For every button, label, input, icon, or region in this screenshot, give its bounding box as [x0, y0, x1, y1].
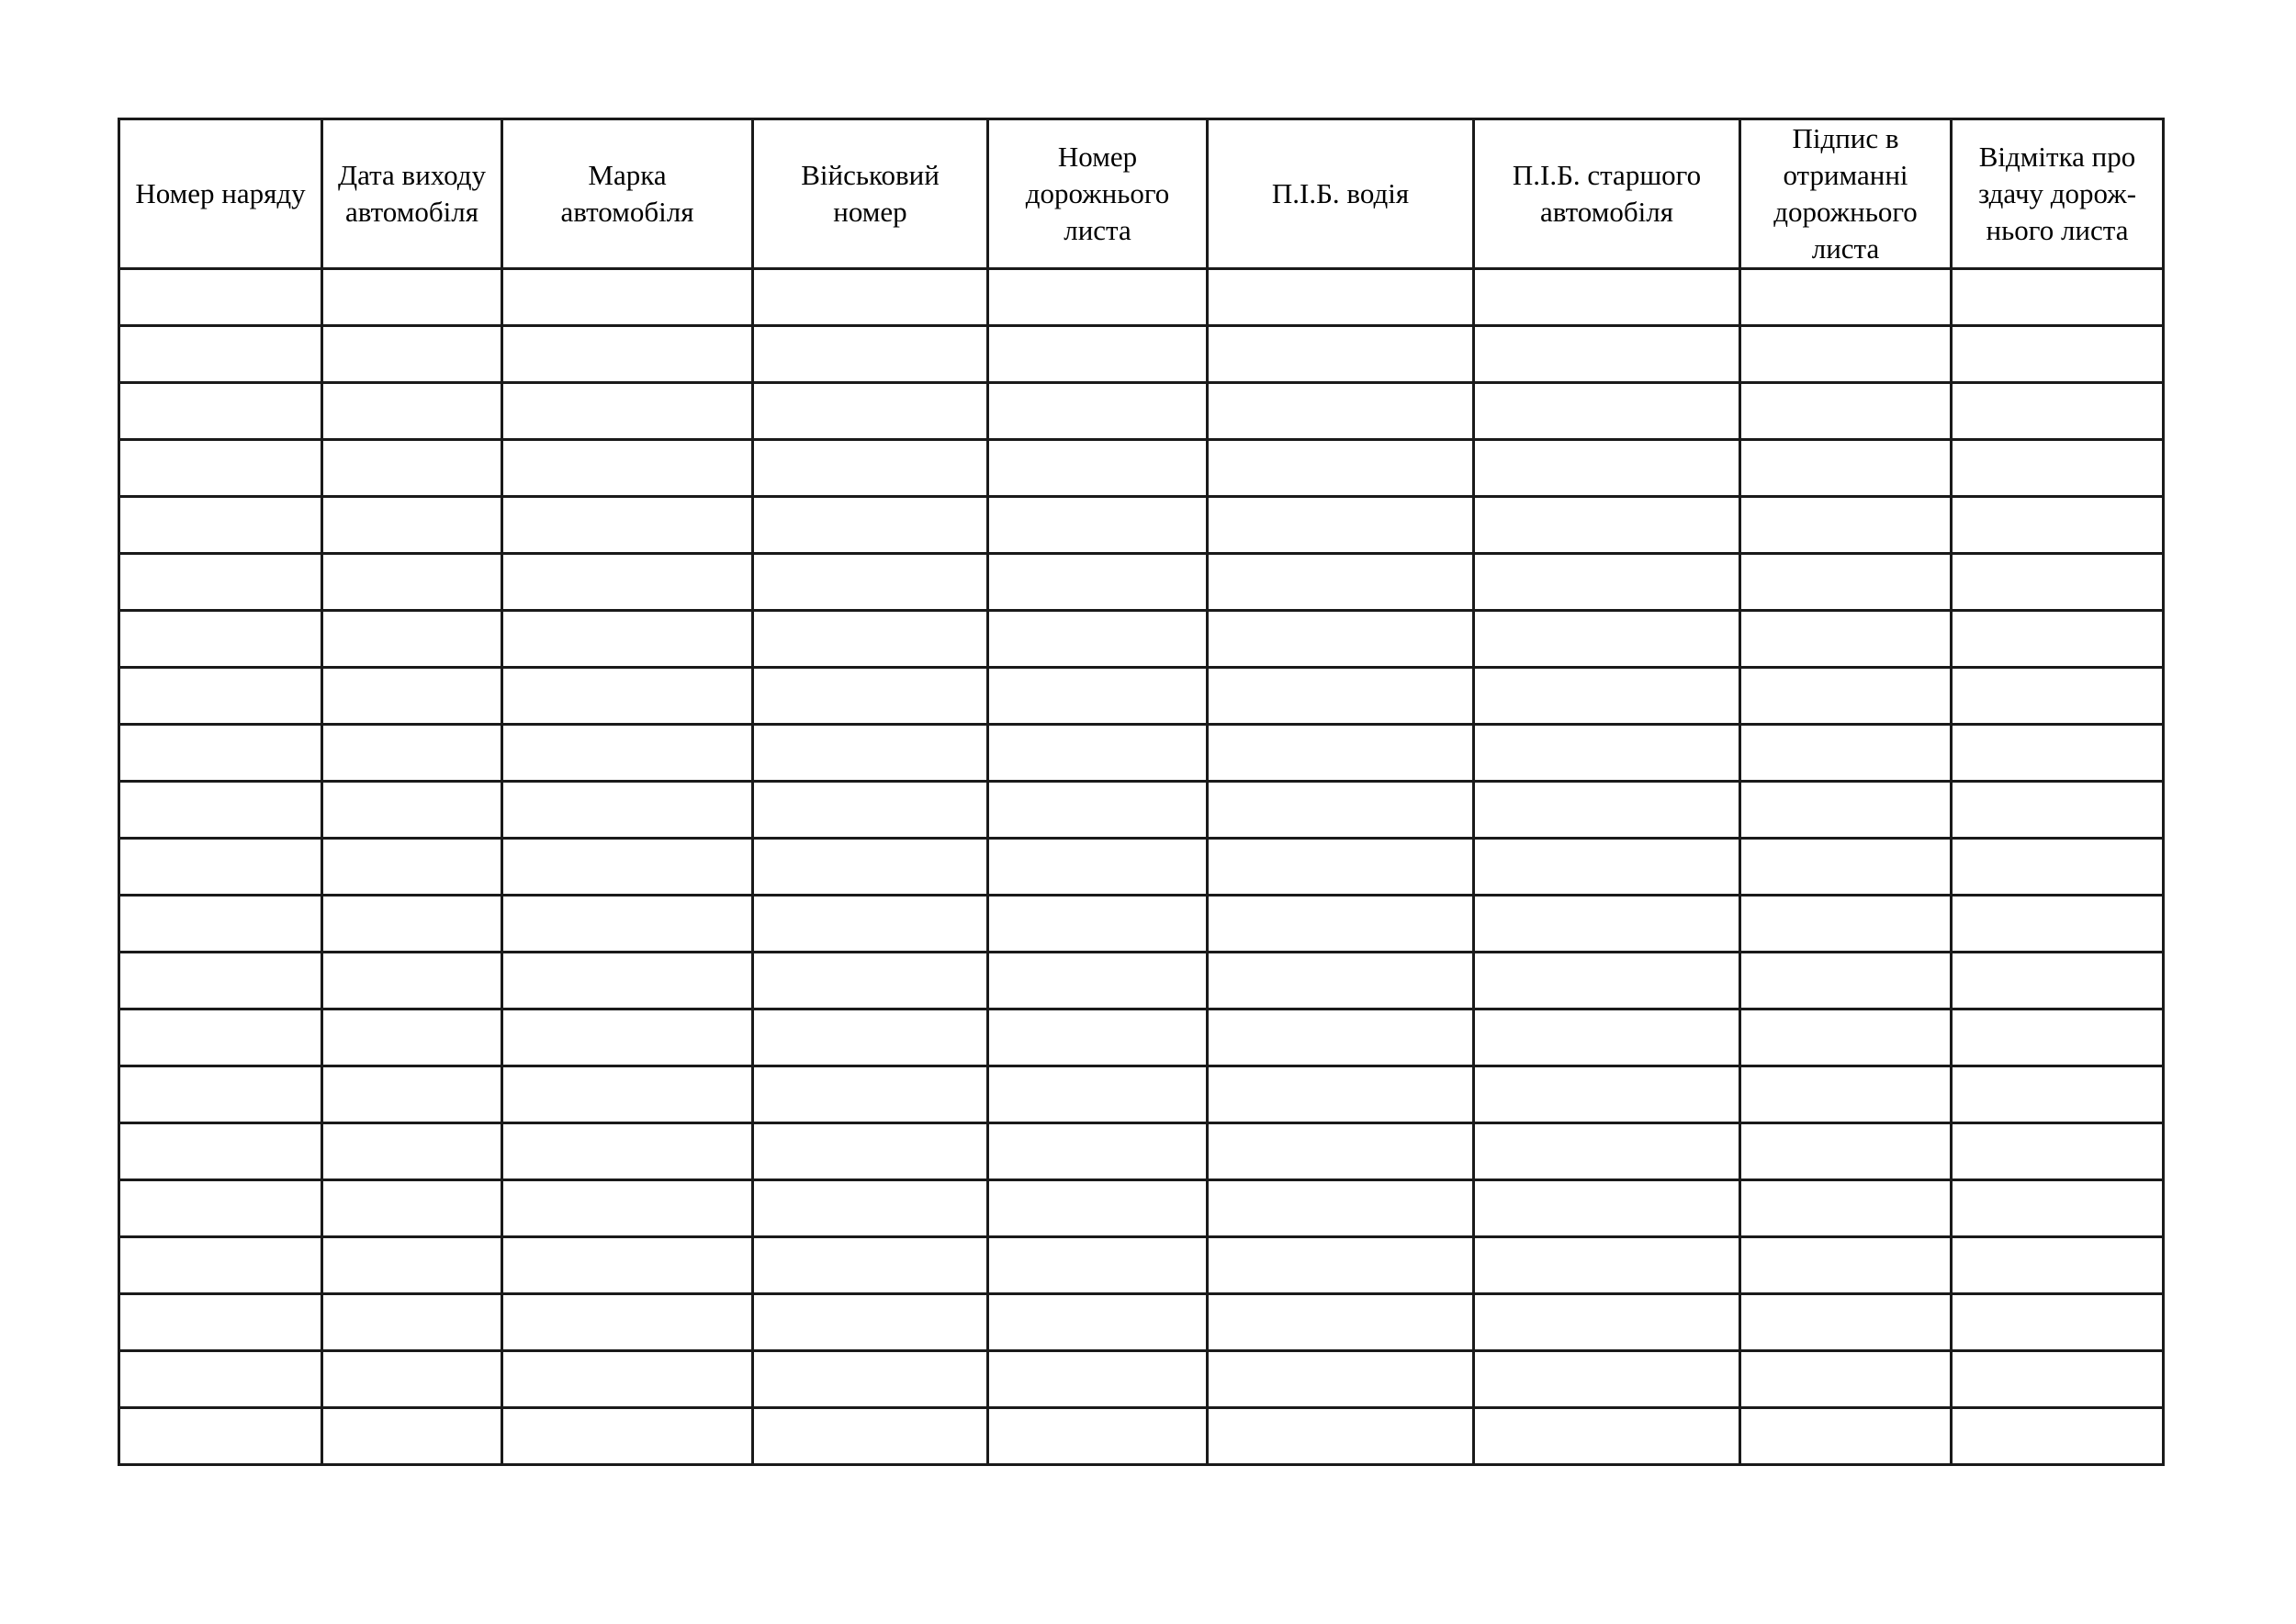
table-row — [119, 668, 2164, 725]
table-cell[interactable] — [988, 1123, 1208, 1180]
table-cell[interactable] — [753, 269, 988, 326]
table-cell[interactable] — [988, 725, 1208, 782]
table-cell[interactable] — [1208, 896, 1474, 953]
table-cell[interactable] — [1208, 1066, 1474, 1123]
table-cell[interactable] — [1208, 1351, 1474, 1408]
table-cell[interactable] — [1952, 383, 2164, 440]
table-cell[interactable] — [988, 839, 1208, 896]
table-cell[interactable] — [322, 1123, 502, 1180]
table-row — [119, 1066, 2164, 1123]
table-cell[interactable] — [1952, 668, 2164, 725]
header-driver-name: П.І.Б. водія — [1208, 119, 1474, 269]
table-cell[interactable] — [119, 896, 322, 953]
table-cell[interactable] — [322, 269, 502, 326]
table-cell[interactable] — [1208, 1009, 1474, 1066]
table-cell[interactable] — [1474, 1009, 1740, 1066]
table-cell[interactable] — [1208, 497, 1474, 554]
table-cell[interactable] — [753, 497, 988, 554]
table-cell[interactable] — [1740, 1066, 1952, 1123]
table-cell[interactable] — [322, 326, 502, 383]
table-cell[interactable] — [753, 440, 988, 497]
table-cell[interactable] — [1952, 1009, 2164, 1066]
table-cell[interactable] — [119, 554, 322, 611]
table-cell[interactable] — [119, 326, 322, 383]
table-cell[interactable] — [502, 1237, 753, 1294]
table-cell[interactable] — [502, 1180, 753, 1237]
table-cell[interactable] — [1474, 725, 1740, 782]
table-cell[interactable] — [1474, 896, 1740, 953]
table-cell[interactable] — [1474, 440, 1740, 497]
table-cell[interactable] — [1740, 896, 1952, 953]
table-row — [119, 1123, 2164, 1180]
table-cell[interactable] — [322, 839, 502, 896]
table-cell[interactable] — [1740, 1351, 1952, 1408]
table-cell[interactable] — [1474, 1294, 1740, 1351]
table-cell[interactable] — [1208, 668, 1474, 725]
table-cell[interactable] — [119, 611, 322, 668]
table-cell[interactable] — [988, 1351, 1208, 1408]
table-cell[interactable] — [1952, 611, 2164, 668]
table-cell[interactable] — [1740, 383, 1952, 440]
table-cell[interactable] — [322, 953, 502, 1009]
table-cell[interactable] — [322, 554, 502, 611]
table-header — [119, 119, 2164, 269]
header-vehicle-make: Марка автомобіля — [502, 119, 753, 269]
table-cell[interactable] — [753, 554, 988, 611]
vehicle-dispatch-log-table — [118, 118, 2165, 1466]
header-receipt-signature: Підпис в отриманні дорожнього листа — [1740, 119, 1952, 269]
table-cell[interactable] — [1740, 554, 1952, 611]
table-cell[interactable] — [119, 383, 322, 440]
header-waybill-number: Номер дорожнього листа — [988, 119, 1208, 269]
table-cell[interactable] — [119, 440, 322, 497]
table-cell[interactable] — [502, 1066, 753, 1123]
table-cell[interactable] — [753, 782, 988, 839]
table-cell[interactable] — [1952, 440, 2164, 497]
table-cell[interactable] — [753, 668, 988, 725]
table-cell[interactable] — [1474, 497, 1740, 554]
table-cell[interactable] — [988, 953, 1208, 1009]
table-cell[interactable] — [988, 611, 1208, 668]
table-cell[interactable] — [1740, 611, 1952, 668]
table-cell[interactable] — [322, 1408, 502, 1465]
table-cell[interactable] — [1740, 953, 1952, 1009]
table-cell[interactable] — [753, 1294, 988, 1351]
header-row — [119, 119, 2164, 269]
table-cell[interactable] — [988, 383, 1208, 440]
table-cell[interactable] — [1474, 383, 1740, 440]
table-cell[interactable] — [119, 1408, 322, 1465]
table-cell[interactable] — [1952, 953, 2164, 1009]
table-cell[interactable] — [753, 839, 988, 896]
table-cell[interactable] — [1474, 326, 1740, 383]
table-cell[interactable] — [1952, 326, 2164, 383]
table-cell[interactable] — [988, 1180, 1208, 1237]
table-cell[interactable] — [322, 497, 502, 554]
table-cell[interactable] — [502, 1294, 753, 1351]
table-cell[interactable] — [119, 668, 322, 725]
table-cell[interactable] — [119, 1237, 322, 1294]
header-senior-name: П.І.Б. старшого автомобіля — [1474, 119, 1740, 269]
table-cell[interactable] — [1740, 725, 1952, 782]
table-cell[interactable] — [753, 725, 988, 782]
table-row — [119, 1294, 2164, 1351]
header-departure-date: Дата виходу автомобіля — [322, 119, 502, 269]
table-cell[interactable] — [1474, 1351, 1740, 1408]
table-cell[interactable] — [753, 1123, 988, 1180]
table-row — [119, 383, 2164, 440]
table-cell[interactable] — [119, 269, 322, 326]
table-row — [119, 1408, 2164, 1465]
table-cell[interactable] — [1952, 1066, 2164, 1123]
table-cell[interactable] — [322, 383, 502, 440]
table-cell[interactable] — [1474, 1408, 1740, 1465]
table-cell[interactable] — [1208, 1237, 1474, 1294]
table-cell[interactable] — [1952, 1237, 2164, 1294]
table-row — [119, 326, 2164, 383]
table-cell[interactable] — [502, 440, 753, 497]
table-cell[interactable] — [322, 1351, 502, 1408]
table-cell[interactable] — [119, 782, 322, 839]
table-cell[interactable] — [119, 1180, 322, 1237]
table-cell[interactable] — [753, 1351, 988, 1408]
header-order-number: Номер наряду — [119, 119, 322, 269]
table-cell[interactable] — [1208, 440, 1474, 497]
table-cell[interactable] — [322, 1180, 502, 1237]
table-cell[interactable] — [988, 497, 1208, 554]
table-cell[interactable] — [1208, 269, 1474, 326]
table-cell[interactable] — [1208, 725, 1474, 782]
table-cell[interactable] — [753, 326, 988, 383]
table-cell[interactable] — [988, 326, 1208, 383]
table-row — [119, 440, 2164, 497]
table-cell[interactable] — [988, 1066, 1208, 1123]
table-cell[interactable] — [1952, 725, 2164, 782]
table-cell[interactable] — [1740, 326, 1952, 383]
table-cell[interactable] — [1474, 953, 1740, 1009]
table-cell[interactable] — [988, 1237, 1208, 1294]
table-row — [119, 1351, 2164, 1408]
table-cell[interactable] — [502, 896, 753, 953]
table-cell[interactable] — [322, 440, 502, 497]
table-cell[interactable] — [753, 383, 988, 440]
table-cell[interactable] — [1740, 497, 1952, 554]
table-cell[interactable] — [753, 1408, 988, 1465]
table-cell[interactable] — [1208, 1408, 1474, 1465]
table-row — [119, 1237, 2164, 1294]
table-cell[interactable] — [1474, 782, 1740, 839]
table-cell[interactable] — [988, 1294, 1208, 1351]
table-cell[interactable] — [502, 1351, 753, 1408]
table-cell[interactable] — [1952, 1180, 2164, 1237]
table-cell[interactable] — [753, 1237, 988, 1294]
table-cell[interactable] — [1740, 1294, 1952, 1351]
table-cell[interactable] — [502, 554, 753, 611]
table-cell[interactable] — [1952, 497, 2164, 554]
table-row — [119, 839, 2164, 896]
table-cell[interactable] — [119, 839, 322, 896]
table-cell[interactable] — [1474, 1123, 1740, 1180]
table-cell[interactable] — [119, 1351, 322, 1408]
table-cell[interactable] — [1474, 839, 1740, 896]
table-cell[interactable] — [322, 611, 502, 668]
table-cell[interactable] — [119, 1009, 322, 1066]
table-cell[interactable] — [1740, 668, 1952, 725]
table-cell[interactable] — [1208, 611, 1474, 668]
table-cell[interactable] — [119, 953, 322, 1009]
table-row — [119, 1180, 2164, 1237]
table-row — [119, 497, 2164, 554]
table-cell[interactable] — [502, 326, 753, 383]
table-row — [119, 953, 2164, 1009]
table-cell[interactable] — [502, 1009, 753, 1066]
table-cell[interactable] — [988, 1408, 1208, 1465]
table-cell[interactable] — [1474, 1066, 1740, 1123]
table-cell[interactable] — [988, 440, 1208, 497]
table-row — [119, 611, 2164, 668]
table-cell[interactable] — [502, 782, 753, 839]
table-cell[interactable] — [1208, 1123, 1474, 1180]
table-cell[interactable] — [322, 725, 502, 782]
table-cell[interactable] — [1740, 1408, 1952, 1465]
table-cell[interactable] — [1208, 953, 1474, 1009]
table-cell[interactable] — [1474, 554, 1740, 611]
table-row — [119, 725, 2164, 782]
table-cell[interactable] — [322, 1237, 502, 1294]
header-return-mark: Відмітка про здачу дорож- нього листа — [1952, 119, 2164, 269]
table-cell[interactable] — [1952, 269, 2164, 326]
table-cell[interactable] — [119, 1123, 322, 1180]
table-cell[interactable] — [753, 1180, 988, 1237]
table-cell[interactable] — [322, 668, 502, 725]
table-cell[interactable] — [502, 839, 753, 896]
table-cell[interactable] — [119, 1066, 322, 1123]
table-cell[interactable] — [988, 1009, 1208, 1066]
table-cell[interactable] — [502, 1123, 753, 1180]
table-cell[interactable] — [502, 668, 753, 725]
table-cell[interactable] — [753, 953, 988, 1009]
table-cell[interactable] — [1208, 782, 1474, 839]
table-cell[interactable] — [1952, 839, 2164, 896]
table-cell[interactable] — [1740, 1237, 1952, 1294]
table-cell[interactable] — [502, 383, 753, 440]
table-cell[interactable] — [753, 896, 988, 953]
table-cell[interactable] — [988, 269, 1208, 326]
table-cell[interactable] — [1208, 554, 1474, 611]
table-cell[interactable] — [322, 896, 502, 953]
table-cell[interactable] — [1208, 383, 1474, 440]
table-cell[interactable] — [1474, 1237, 1740, 1294]
table-cell[interactable] — [502, 725, 753, 782]
table-cell[interactable] — [1474, 611, 1740, 668]
table-cell[interactable] — [1952, 1351, 2164, 1408]
table-cell[interactable] — [1208, 1294, 1474, 1351]
table-cell[interactable] — [119, 497, 322, 554]
table-cell[interactable] — [1740, 1180, 1952, 1237]
table-cell[interactable] — [502, 953, 753, 1009]
table-cell[interactable] — [322, 1009, 502, 1066]
table-cell[interactable] — [988, 782, 1208, 839]
table-cell[interactable] — [1952, 896, 2164, 953]
table-cell[interactable] — [502, 269, 753, 326]
table-cell[interactable] — [1952, 1123, 2164, 1180]
table-row — [119, 1009, 2164, 1066]
table-cell[interactable] — [119, 725, 322, 782]
table-row — [119, 554, 2164, 611]
table-cell[interactable] — [1474, 1180, 1740, 1237]
header-military-number: Військовий номер — [753, 119, 988, 269]
table-cell[interactable] — [1474, 269, 1740, 326]
table-cell[interactable] — [753, 611, 988, 668]
table-cell[interactable] — [119, 1294, 322, 1351]
table-cell[interactable] — [1740, 269, 1952, 326]
table-cell[interactable] — [1474, 668, 1740, 725]
table-cell[interactable] — [1740, 782, 1952, 839]
table-cell[interactable] — [1740, 1123, 1952, 1180]
table-cell[interactable] — [502, 497, 753, 554]
table-cell[interactable] — [322, 1066, 502, 1123]
table-cell[interactable] — [1952, 554, 2164, 611]
table-row — [119, 896, 2164, 953]
table-cell[interactable] — [1740, 1009, 1952, 1066]
table-cell[interactable] — [1952, 1294, 2164, 1351]
table-cell[interactable] — [988, 554, 1208, 611]
table-cell[interactable] — [1952, 782, 2164, 839]
table-row — [119, 782, 2164, 839]
table-cell[interactable] — [753, 1066, 988, 1123]
table-cell[interactable] — [322, 1294, 502, 1351]
table-cell[interactable] — [1208, 1180, 1474, 1237]
table-cell[interactable] — [502, 1408, 753, 1465]
table-cell[interactable] — [502, 611, 753, 668]
table-row — [119, 269, 2164, 326]
table-cell[interactable] — [1740, 839, 1952, 896]
table-cell[interactable] — [1740, 440, 1952, 497]
table-cell[interactable] — [988, 896, 1208, 953]
table-cell[interactable] — [988, 668, 1208, 725]
table-cell[interactable] — [753, 1009, 988, 1066]
table-cell[interactable] — [1952, 1408, 2164, 1465]
table-cell[interactable] — [322, 782, 502, 839]
table-cell[interactable] — [1208, 839, 1474, 896]
table-body — [119, 269, 2164, 1465]
table-cell[interactable] — [1208, 326, 1474, 383]
